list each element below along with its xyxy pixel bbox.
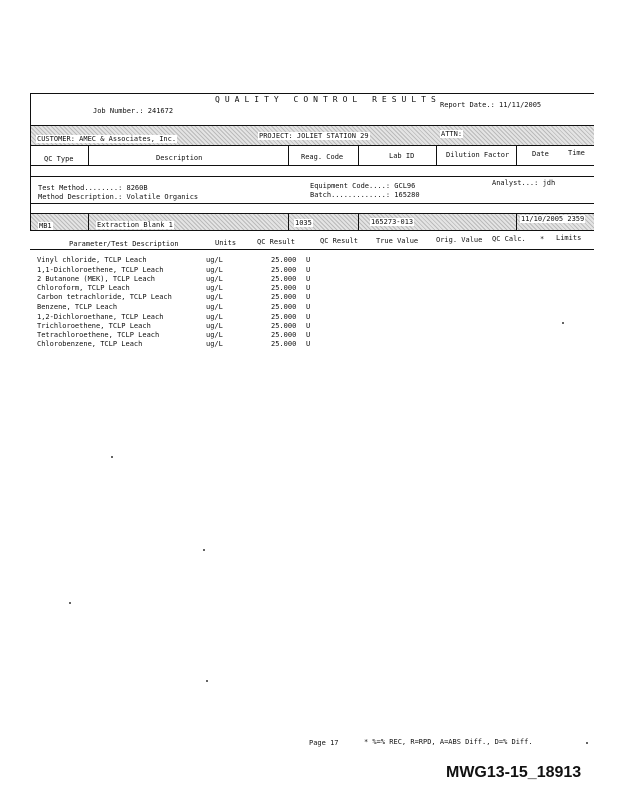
result-units: ug/L <box>206 266 223 274</box>
sample-row-bottom-border <box>30 230 594 231</box>
result-flag: U <box>306 313 311 321</box>
result-parameter: Chloroform, TCLP Leach <box>37 284 130 292</box>
col-header-dilution-factor: Dilution Factor <box>446 151 510 159</box>
page-number: Page 17 <box>309 739 339 747</box>
result-flag: U <box>306 322 311 330</box>
report-date: Report Date.: 11/11/2005 <box>440 101 542 109</box>
result-units: ug/L <box>206 293 223 301</box>
result-parameter: Carbon tetrachloride, TCLP Leach <box>37 293 172 301</box>
result-flag: U <box>306 284 311 292</box>
batch-number: Batch.............: 165280 <box>310 191 420 199</box>
result-flag: U <box>306 340 311 348</box>
result-parameter: Tetrachloroethene, TCLP Leach <box>37 331 160 339</box>
scan-speck <box>111 456 113 458</box>
result-parameter: 2 Butanone (MEK), TCLP Leach <box>37 275 156 283</box>
result-parameter: 1,2-Dichloroethane, TCLP Leach <box>37 313 164 321</box>
result-value: 25.000 <box>271 340 297 348</box>
sample-row-divider <box>88 213 89 230</box>
result-header-qc-result: QC Result <box>257 238 295 246</box>
project-name: PROJECT: JOLIET STATION 29 <box>259 132 369 140</box>
legend-note: * %=% REC, R=RPD, A=ABS Diff., D=% Diff. <box>364 738 533 746</box>
column-divider <box>288 145 289 165</box>
col-header-time: Time <box>568 149 585 157</box>
method-block-bottom-border <box>30 203 594 204</box>
col-header-lab-id: Lab ID <box>389 152 415 160</box>
result-units: ug/L <box>206 275 223 283</box>
result-units: ug/L <box>206 256 223 264</box>
attn-label: ATTN: <box>441 130 463 138</box>
result-header-star: * <box>540 235 545 243</box>
method-description: Method Description.: Volatile Organics <box>38 193 199 201</box>
result-header-true-value: True Value <box>376 237 419 245</box>
col-header-description: Description <box>156 154 203 162</box>
result-header-parameter: Parameter/Test Description <box>69 240 179 248</box>
result-value: 25.000 <box>271 284 297 292</box>
result-units: ug/L <box>206 303 223 311</box>
column-divider <box>358 145 359 165</box>
sample-description: Extraction Blank 1 <box>97 221 173 229</box>
column-divider <box>516 145 517 165</box>
scan-speck <box>203 549 205 551</box>
col-header-date: Date <box>532 150 549 158</box>
result-value: 25.000 <box>271 322 297 330</box>
result-value: 25.000 <box>271 256 297 264</box>
result-header-qc-calc: QC Calc. <box>492 235 526 243</box>
result-parameter: Benzene, TCLP Leach <box>37 303 118 311</box>
result-header-underline <box>30 249 594 250</box>
col-header-reag-code: Reag. Code <box>301 153 344 161</box>
result-parameter: Vinyl chloride, TCLP Leach <box>37 256 147 264</box>
result-flag: U <box>306 275 311 283</box>
result-parameter: 1,1-Dichloroethene, TCLP Leach <box>37 266 164 274</box>
result-units: ug/L <box>206 313 223 321</box>
result-units: ug/L <box>206 284 223 292</box>
result-units: ug/L <box>206 322 223 330</box>
frame-left-border <box>30 93 31 230</box>
result-parameter: Trichloroethene, TCLP Leach <box>37 322 151 330</box>
result-header-limits: Limits <box>556 234 582 242</box>
sample-row-divider <box>358 213 359 230</box>
result-header-qc-result-2: QC Result <box>320 237 358 245</box>
result-value: 25.000 <box>271 313 297 321</box>
result-header-orig-value: Orig. Value <box>436 236 483 244</box>
result-units: ug/L <box>206 331 223 339</box>
result-parameter: Chlorobenzene, TCLP Leach <box>37 340 143 348</box>
result-value: 25.000 <box>271 331 297 339</box>
sample-row-divider <box>288 213 289 230</box>
result-flag: U <box>306 303 311 311</box>
document-id: MWG13-15_18913 <box>446 764 582 781</box>
result-value: 25.000 <box>271 275 297 283</box>
method-block-top-border <box>30 176 594 177</box>
result-units: ug/L <box>206 340 223 348</box>
result-flag: U <box>306 331 311 339</box>
report-title: QUALITY CONTROL RESULTS <box>215 95 441 104</box>
scan-speck <box>586 742 588 744</box>
test-method: Test Method........: 8260B <box>38 184 148 192</box>
col-header-qc-type: QC Type <box>44 155 74 163</box>
result-flag: U <box>306 266 311 274</box>
column-divider <box>436 145 437 165</box>
analyst: Analyst...: jdh <box>492 179 556 187</box>
result-flag: U <box>306 256 311 264</box>
scan-speck <box>206 680 208 682</box>
sample-qc-type: MB1 <box>39 222 52 230</box>
sample-row-divider <box>516 213 517 230</box>
customer-name: CUSTOMER: AMEC & Associates, Inc. <box>37 135 177 143</box>
sample-reag-code: 1035 <box>295 219 312 227</box>
column-header-bottom-border <box>30 165 594 166</box>
scan-speck <box>69 602 71 604</box>
result-value: 25.000 <box>271 303 297 311</box>
column-divider <box>88 145 89 165</box>
scan-speck <box>562 322 564 324</box>
frame-top-border <box>30 93 594 94</box>
sample-lab-id: 165273-013 <box>371 218 414 226</box>
column-header-top-border <box>30 145 594 146</box>
result-value: 25.000 <box>271 293 297 301</box>
result-value: 25.000 <box>271 266 297 274</box>
sample-date-time: 11/10/2005 2359 <box>521 215 585 223</box>
result-header-units: Units <box>215 239 237 247</box>
result-flag: U <box>306 293 311 301</box>
equipment-code: Equipment Code....: GCL96 <box>310 182 416 190</box>
job-number: Job Number.: 241672 <box>93 107 174 115</box>
